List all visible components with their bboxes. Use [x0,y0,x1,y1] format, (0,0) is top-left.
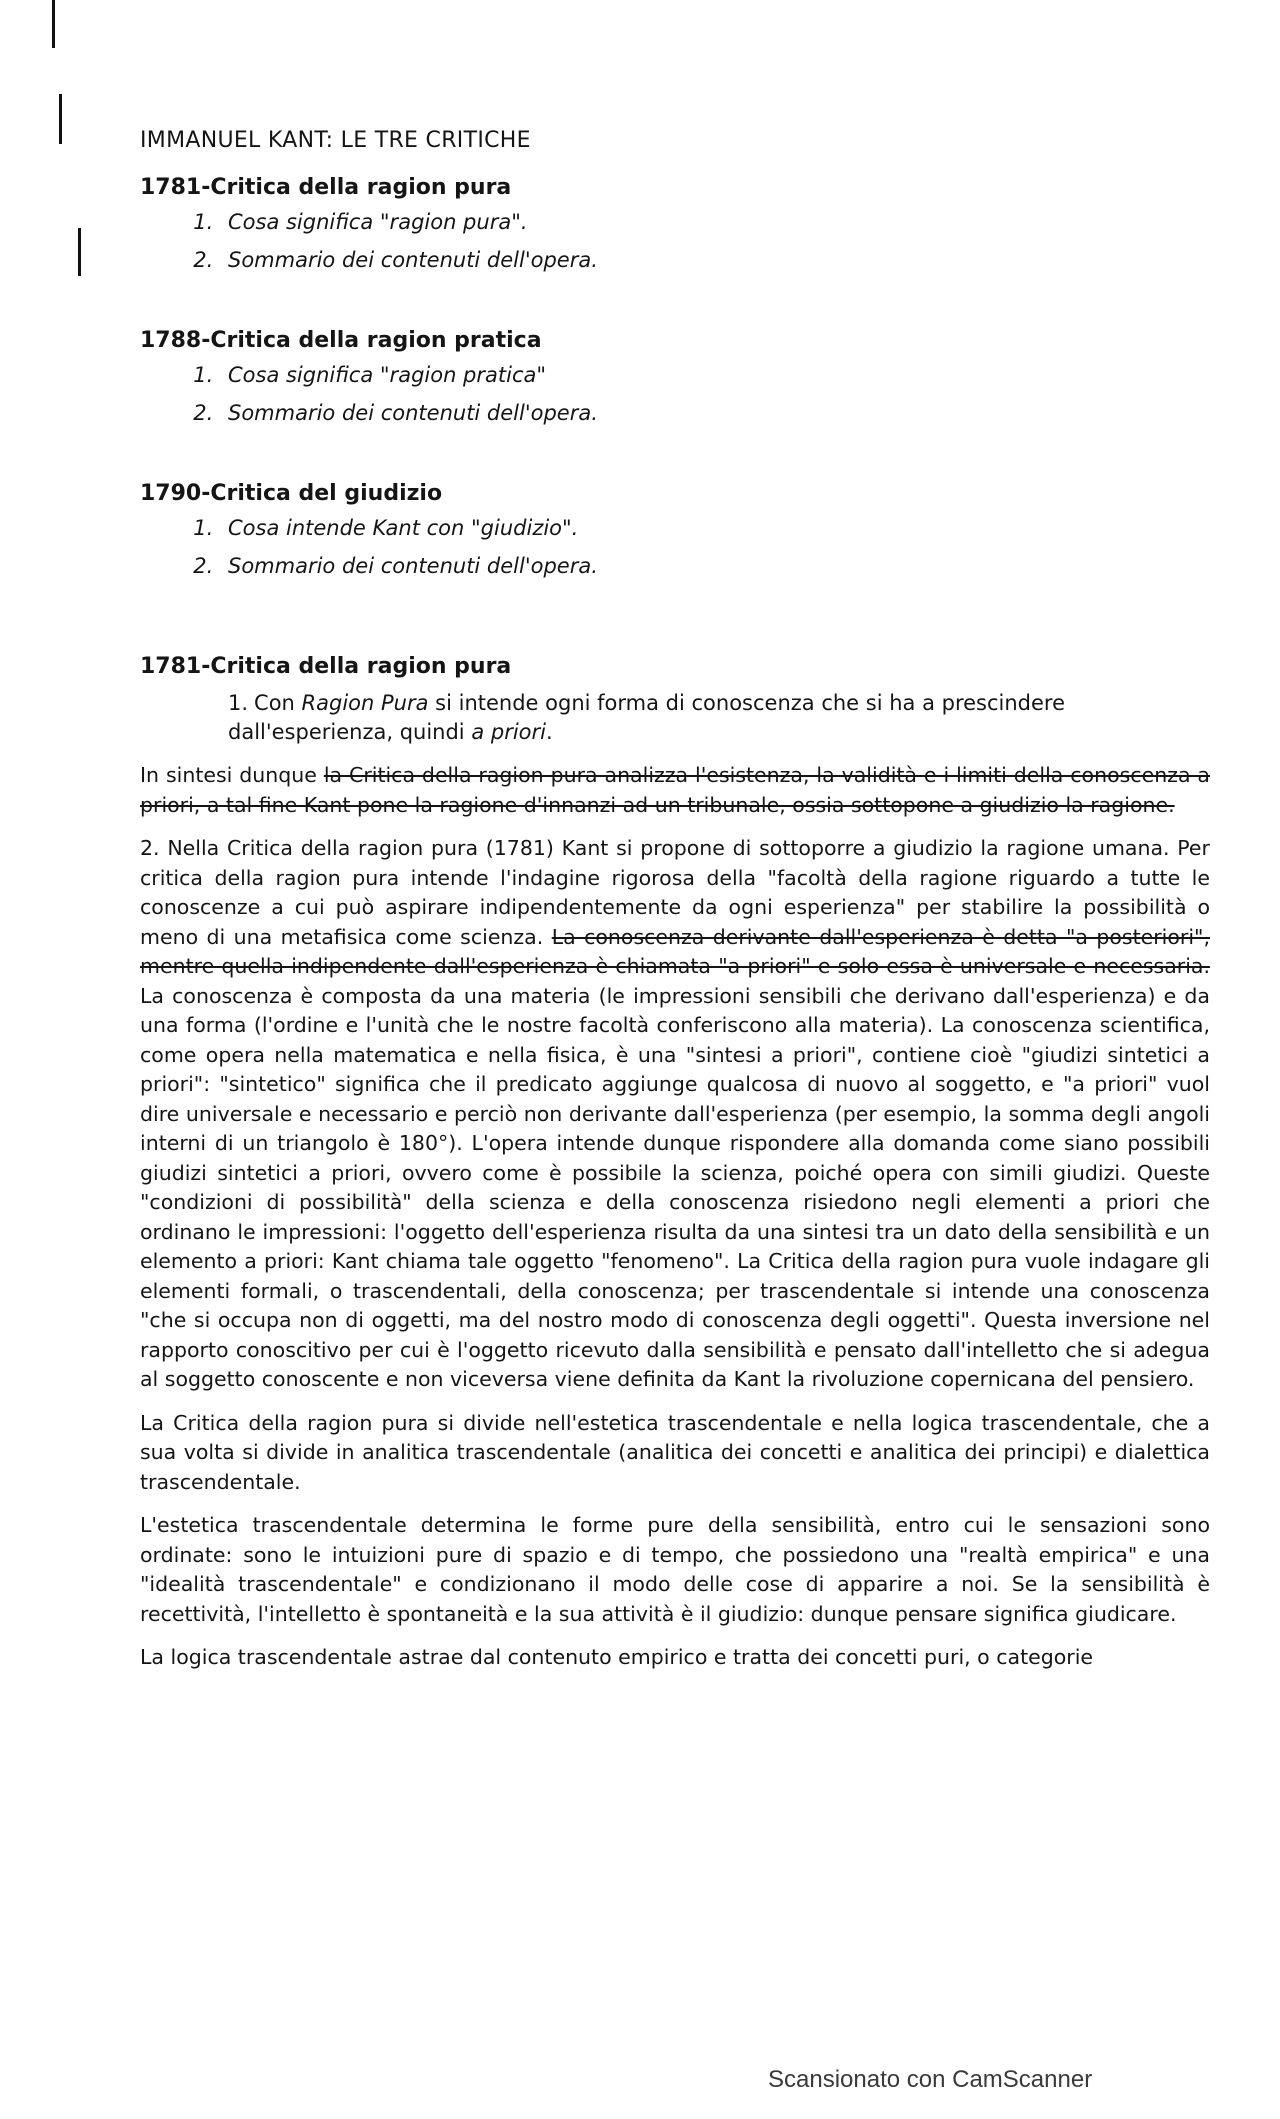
document [140,128,1210,1687]
scan-mark-top [52,0,55,48]
outline-block-3 [140,481,1210,578]
paragraph: La logica trascendentale astrae dal contenuto empirico e tratta dei concetti puri, o categorie [140,1645,1094,1669]
point-1-italic: Ragion Pura [301,691,429,715]
point-1-end: . [546,720,553,744]
summary-struck-text: la Critica della ragion pura analizza l'esistenza, la validità e i limiti della conoscenza a priori, a tal fine Kant pone la ragione d'innanzi ad un tribunale, ossia sottopone a giudizio la ragione. [140,763,1210,817]
outline-heading: 1790-Critica del giudizio [140,481,443,506]
outline-item: 2. Sommario dei contenuti dell'opera. [220,554,1210,578]
outline-block-2 [140,328,1210,425]
point-number: 2. [140,836,160,860]
scan-mark-bottom [78,228,81,276]
scanner-watermark: Scansionato con CamScanner [768,2066,1093,2093]
point-1-italic-2: a priori [471,720,546,744]
outline-list [140,516,1210,578]
point-2-text: Nella Critica della ragion pura (1781) Kant si propone di sottoporre a giudizio la ragione umana. Per critica della ragion pura intende l'indagine rigorosa della "facoltà della ragione riguardo a tutte le conoscenze a cui può aspirare indipendentemente da ogni esperienza" per stabilire la possibilità o meno di una metafisica come scienza. [140,836,1210,949]
outline-heading: 1788-Critica della ragion pratica [140,328,542,353]
point-2-struck-text: La conoscenza derivante dall'esperienza è detta "a posteriori", mentre quella indipendente dall'esperienza è chiamata "a priori" e solo essa è universale e necessaria. [140,924,1210,978]
point-number: 1. [228,691,249,715]
outline-block-1 [140,175,1210,272]
outline-heading: 1781-Critica della ragion pura [140,175,512,200]
outline-item: 2. Sommario dei contenuti dell'opera. [220,248,1210,272]
outline-item: 1. Cosa significa "ragion pura". [220,210,1210,234]
paragraph: L'estetica trascendentale determina le forme pure della sensibilità, entro cui le sensazioni sono ordinate: sono le intuizioni pure di spazio e di tempo, che possiedono una "realtà empirica" e una "idealità trascendentale" e condizionano il modo delle cose di apparire a noi. Se la sensibilità è recettività, l'intelletto è spontaneità e la sua attività è il giudizio: dunque pensare significa giudicare. [140,1513,1210,1626]
paragraph: La Critica della ragion pura si divide nell'estetica trascendentale e nella logica trascendentale, che a sua volta si divide in analitica trascendentale (analitica dei concetti e analitica dei principi) e dialettica trascendentale. [140,1410,1210,1494]
outline-item: 2. Sommario dei contenuti dell'opera. [220,401,1210,425]
point-2-rest: La conoscenza è composta da una materia (le impressioni sensibili che derivano dall'esperienza) e da una forma (l'ordine e l'unità che le nostre facoltà conferiscono alla materia). La conoscenza scientifica, come opera nella matematica e nella fisica, è una "sintesi a priori", contiene cioè "giudizi sintetici a priori": "sintetico" significa che il predicato aggiunge qualcosa di nuovo al soggetto, e "a priori" vuol dire universale e necessario e perciò non derivante dall'esperienza (per esempio, la somma degli angoli interni di un triangolo è 180°). L'opera intende dunque rispondere alla domanda come siano possibili giudizi sintetici a priori, ovvero come è possibile la scienza, poiché opera con simili giudizi. Queste "condizioni di possibilità" della scienza e della conoscenza risiedono negli elementi a priori che ordinano le impressioni: l'oggetto dell'esperienza risulta da una sintesi tra un dato della sensibilità e un elemento a priori: Kant chiama tale oggetto "fenomeno". La Critica della ragion pura vuole indagare gli elementi formali, o trascendentali, della conoscenza; per trascendentale si intende una conoscenza "che si occupa non di oggetti, ma del nostro modo di conoscenza degli oggetti". Questa inversione nel rapporto conoscitivo per cui è l'oggetto ricevuto dalla sensibilità e pensato dall'intelletto che si adegua al soggetto conoscente e non viceversa viene definita da Kant la rivoluzione copernicana del pensiero. [140,983,1210,1391]
point-1 [220,689,1210,747]
point-2-paragraph [140,834,1210,1395]
summary-paragraph [140,761,1210,820]
section-ragion-pura [140,654,1210,1673]
outline-item: 1. Cosa significa "ragion pratica" [220,363,1210,387]
outline-list [140,363,1210,425]
outline-item: 1. Cosa intende Kant con "giudizio". [220,516,1210,540]
point-1-before: Con [254,691,302,715]
scan-mark-middle [59,94,62,144]
summary-lead: In sintesi dunque [140,763,324,787]
point-1-middle: si intende ogni forma di conoscenza che si ha a prescindere dall'esperienza, quindi [228,691,1066,744]
section-heading: 1781-Critica della ragion pura [140,654,512,679]
document-title: IMMANUEL KANT: LE TRE CRITICHE [140,128,531,153]
outline-list [140,210,1210,272]
